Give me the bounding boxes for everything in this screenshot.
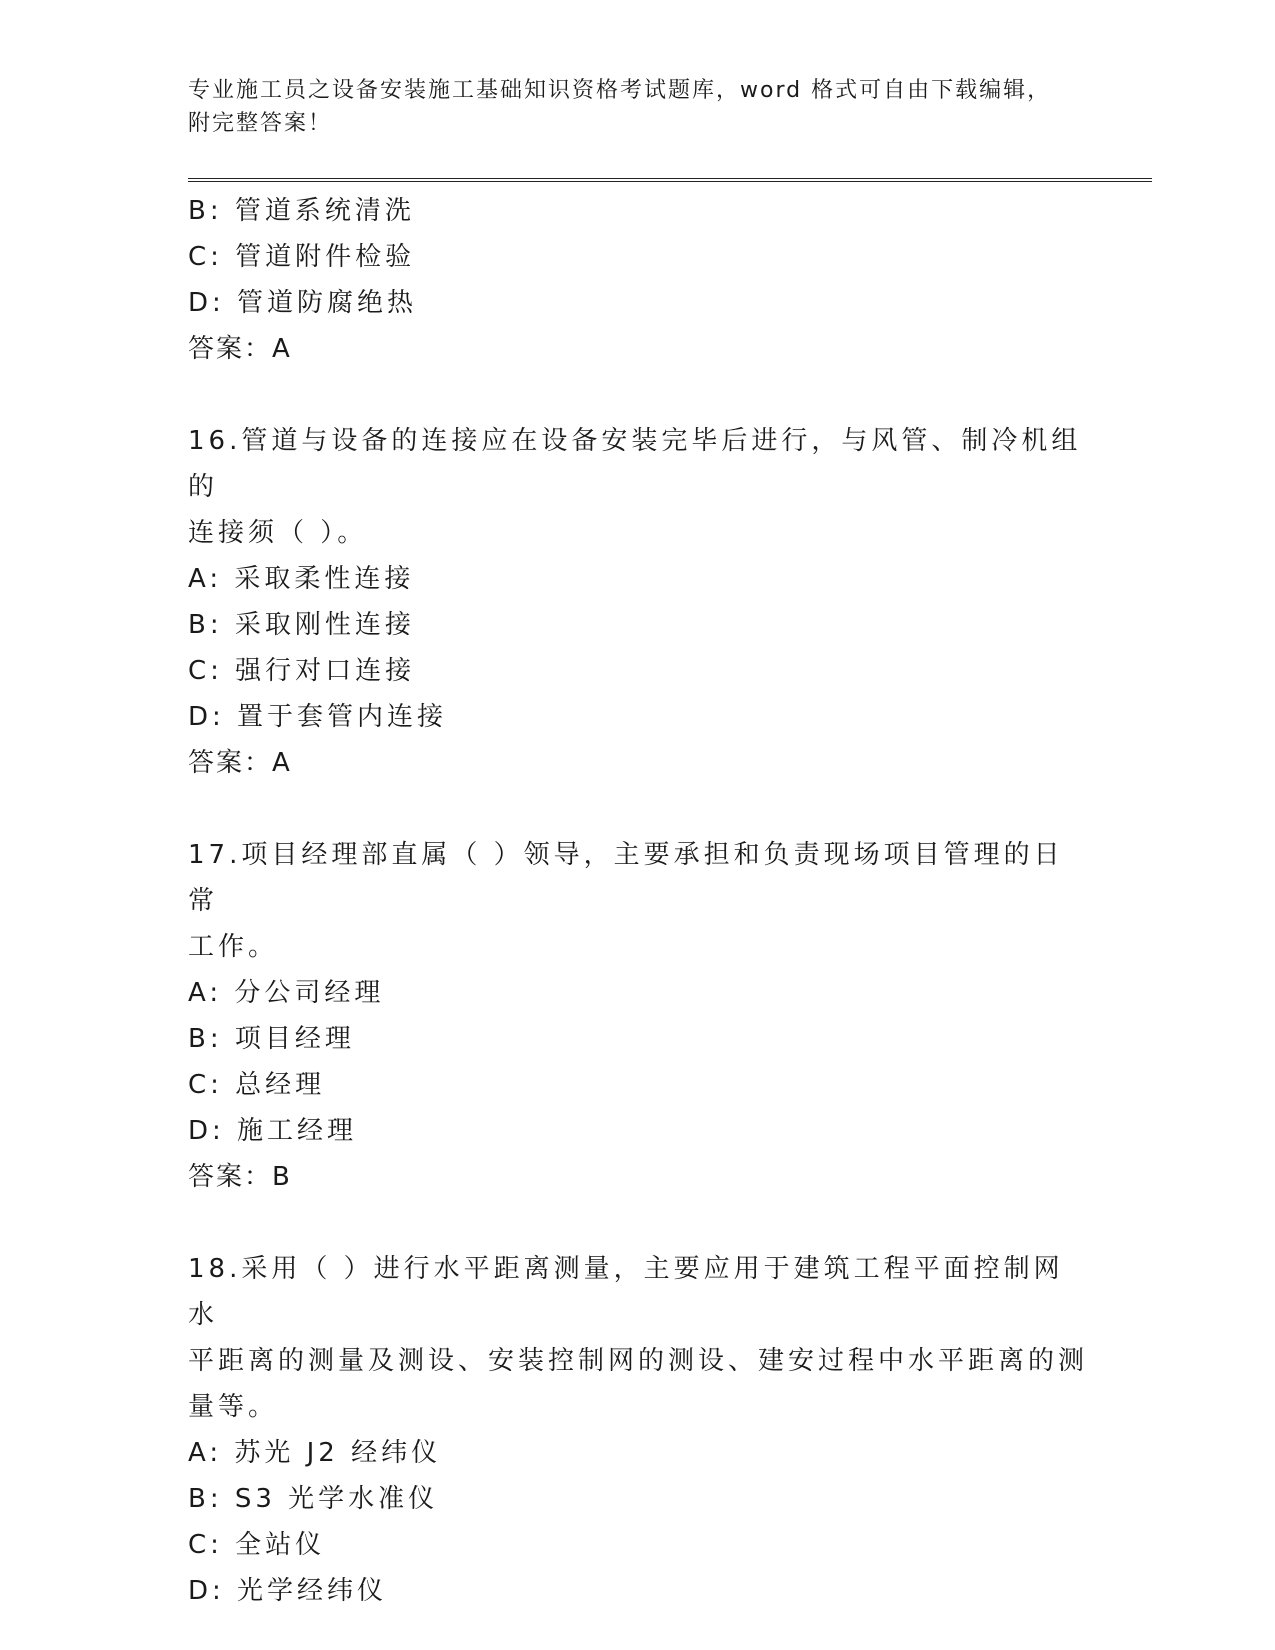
header-divider xyxy=(188,178,1152,182)
option-c: C: 强行对口连接 xyxy=(188,656,416,686)
question-17 xyxy=(188,832,1088,1200)
document-body xyxy=(188,188,1088,1614)
question-text-line: 连接须（ ）。 xyxy=(188,518,368,548)
option-b: B: 项目经理 xyxy=(188,1024,355,1054)
question-text-line: 平距离的测量及测设、安装控制网的测设、建安过程中水平距离的测 xyxy=(188,1346,1089,1376)
option-c: C: 全站仪 xyxy=(188,1530,326,1560)
question-text-line: 量等。 xyxy=(188,1392,279,1422)
option-d: D: 施工经理 xyxy=(188,1116,358,1146)
question-text xyxy=(188,418,1088,556)
option-a: A: 苏光 J2 经纬仪 xyxy=(188,1438,442,1468)
option-d: D: 管道防腐绝热 xyxy=(188,288,418,318)
question-text-line: 工作。 xyxy=(188,932,279,962)
question-text xyxy=(188,832,1088,970)
question-text-line: 16.管道与设备的连接应在设备安装完毕后进行，与风管、制冷机组的 xyxy=(188,426,1082,502)
answer-line: 答案：B xyxy=(188,1162,292,1192)
question-16 xyxy=(188,418,1088,786)
option-b: B: 采取刚性连接 xyxy=(188,610,415,640)
option-d: D: 置于套管内连接 xyxy=(188,702,448,732)
answer-line: 答案：A xyxy=(188,748,292,778)
answer-line: 答案：A xyxy=(188,334,292,364)
option-a: A: 采取柔性连接 xyxy=(188,564,415,594)
option-b: B: S3 光学水准仪 xyxy=(188,1484,439,1514)
header-line-1: 专业施工员之设备安装施工基础知识资格考试题库，word 格式可自由下载编辑， xyxy=(188,78,1052,103)
header-line-2: 附完整答案！ xyxy=(188,111,333,136)
question-fragment-15 xyxy=(188,188,1088,372)
option-d: D: 光学经纬仪 xyxy=(188,1576,388,1606)
option-c: C: 管道附件检验 xyxy=(188,242,416,272)
option-c: C: 总经理 xyxy=(188,1070,326,1100)
option-b: B: 管道系统清洗 xyxy=(188,196,415,226)
option-a: A: 分公司经理 xyxy=(188,978,385,1008)
question-text-line: 17.项目经理部直属（ ）领导，主要承担和负责现场项目管理的日常 xyxy=(188,840,1064,916)
document-header xyxy=(188,74,1068,140)
question-text-line: 18.采用（ ）进行水平距离测量，主要应用于建筑工程平面控制网水 xyxy=(188,1254,1064,1330)
question-text xyxy=(188,1246,1088,1430)
question-18 xyxy=(188,1246,1088,1614)
